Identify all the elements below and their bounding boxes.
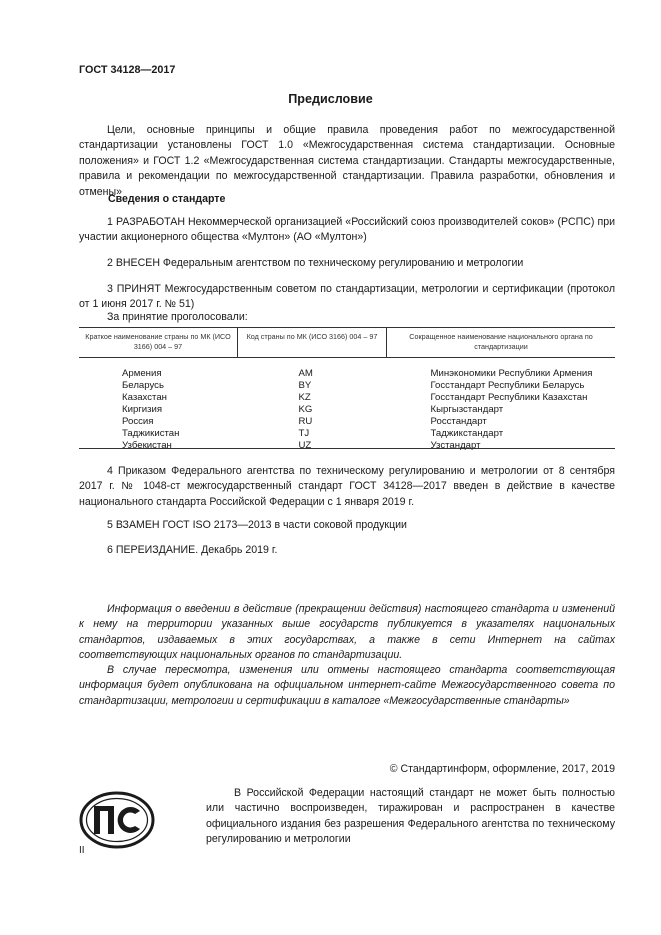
country-cell: Россия [122, 416, 154, 427]
info-paragraph-1: Информация о введении в действие (прекращении действия) настоящего стандарта и изменений к нему на территории указанных выше государств публикуется в указателях национальных стандартов, издаваемых в этих государствах, а также в сети Интернет на сайтах соответствующих национальных органов по стандартизации. [79, 603, 615, 662]
country-cell: Киргизия [122, 404, 163, 415]
body-cell: Госстандарт Республики Беларусь [430, 380, 585, 391]
code-cell: RU [298, 416, 313, 427]
table-header-row [79, 328, 615, 358]
document-code: ГОСТ 34128—2017 [79, 64, 176, 76]
column-header-code: Код страны по МК (ИСО 3166) 004 – 97 [238, 328, 387, 358]
table-row [79, 416, 615, 428]
item-6-reissue: 6 ПЕРЕИЗДАНИЕ. Декабрь 2019 г. [107, 544, 278, 556]
country-cell: Армения [122, 368, 162, 379]
country-cell: Таджикистан [122, 428, 180, 439]
table-row [79, 380, 615, 392]
item-2-introduced: 2 ВНЕСЕН Федеральным агентством по техническому регулированию и метрологии [107, 257, 524, 269]
table-row [79, 428, 615, 440]
table-row [79, 392, 615, 404]
item-3-adopted: 3 ПРИНЯТ Межгосударственным советом по стандартизации, метрологии и сертификации (протокол от 1 июня 2017 г. № 51) [79, 283, 615, 311]
table-row [79, 404, 615, 416]
vote-caption: За принятие проголосовали: [107, 311, 248, 323]
copyright-line: © Стандартинформ, оформление, 2017, 2019 [389, 763, 615, 775]
page-title: Предисловие [288, 92, 373, 106]
code-cell: AM [298, 368, 313, 379]
section-subheading: Сведения о стандарте [108, 193, 226, 205]
item-5-replaces: 5 ВЗАМЕН ГОСТ ISO 2173—2013 в части соковой продукции [107, 519, 407, 531]
column-header-country: Краткое наименование страны по МК (ИСО 3166) 004 – 97 [79, 328, 238, 358]
item-1-developed: 1 РАЗРАБОТАН Некоммерческой организацией «Российский союз производителей соков» (РСПС) при участии акционерного общества «Мултон» (АО «Мултон») [79, 216, 615, 244]
rf-reproduction-notice [206, 786, 615, 848]
country-cell: Узбекистан [122, 440, 172, 451]
rf-notice-text: В Российской Федерации настоящий стандарт не может быть полностью или частично воспроизведен, тиражирован и распространен в качестве официального издания без разрешения Федерального агентства по техническому регулированию и метрологии [206, 787, 615, 846]
code-cell: TJ [298, 428, 310, 439]
voting-table [79, 327, 615, 452]
code-cell: BY [298, 380, 312, 391]
page-number: II [79, 845, 85, 856]
code-cell: UZ [298, 440, 312, 451]
table-row [79, 368, 615, 380]
body-cell: Росстандарт [430, 416, 487, 427]
gost-r-certification-mark-icon [79, 791, 155, 849]
code-cell: KG [298, 404, 313, 415]
info-paragraph-2: В случае пересмотра, изменения или отмены настоящего стандарта соответствующая информация будет опубликована на официальном интернет-сайте Межгосударственного совета по стандартизации, метрологии и сертификации в каталоге «Межгосударственные стандарты» [79, 664, 615, 707]
body-cell: Госстандарт Республики Казахстан [430, 392, 588, 403]
body-cell: Узстандарт [430, 440, 481, 451]
body-cell: Кыргызстандарт [430, 404, 504, 415]
country-cell: Беларусь [122, 380, 164, 391]
item-4-order: 4 Приказом Федерального агентства по техническому регулированию и метрологии от 8 сентября 2017 г. № 1048-ст межгосударственный стандарт ГОСТ 34128—2017 введен в действие в качестве национального стандарта Российской Федерации с 1 января 2019 г. [79, 465, 615, 508]
intro-paragraph: Цели, основные принципы и общие правила проведения работ по межгосударственной стандартизации установлены ГОСТ 1.0 «Межгосударственная система стандартизации. Основные положения» и ГОСТ 1.2 «Межгосударственная система стандартизации. Стандарты межгосударственные, правила и рекомендации по межгосударственной стандартизации. Правила разработки, обновления и отмены» [79, 124, 615, 198]
column-header-body: Сокращенное наименование национального органа по стандартизации [387, 328, 616, 358]
country-cell: Казахстан [122, 392, 167, 403]
code-cell: KZ [298, 392, 311, 403]
body-cell: Таджикстандарт [430, 428, 504, 439]
table-bottom-rule [79, 448, 615, 449]
table-row [79, 440, 615, 452]
body-cell: Минэкономики Республики Армения [430, 368, 593, 379]
